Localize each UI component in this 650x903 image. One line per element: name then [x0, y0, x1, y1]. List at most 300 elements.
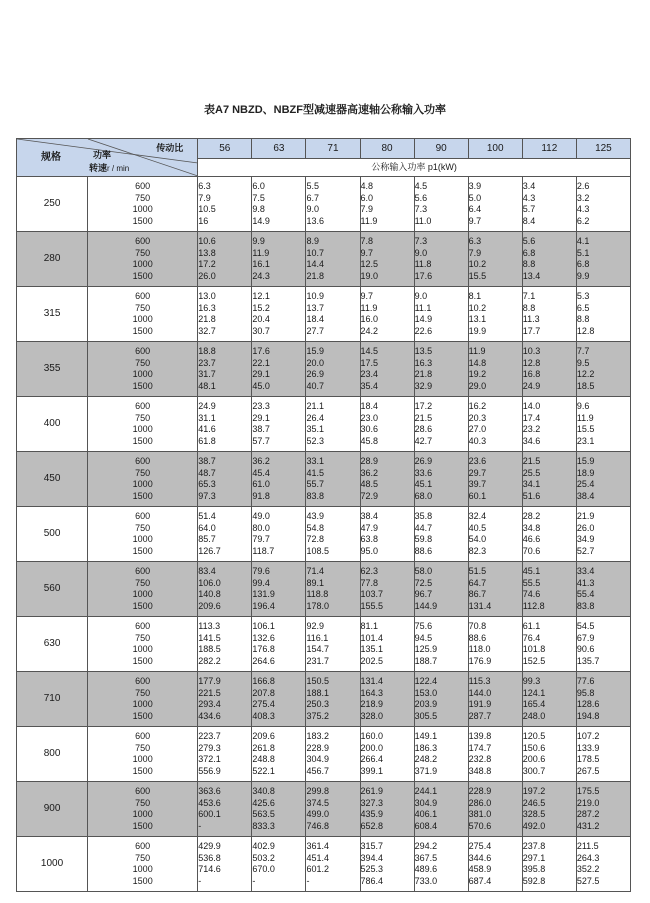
power-value: 160.0 — [360, 731, 384, 741]
power-value: 97.3 — [198, 490, 216, 501]
power-value: 600.1 — [198, 809, 221, 819]
power-value: 23.6 — [468, 456, 487, 466]
power-values-cell — [360, 397, 414, 452]
power-values-cell — [306, 452, 360, 507]
power-values-cell — [468, 452, 522, 507]
speed-header-label: 转速r / min — [89, 163, 130, 173]
power-value: 23.0 — [360, 412, 379, 423]
speed-value: 1500 — [132, 325, 153, 336]
power-value: 12.8 — [522, 357, 541, 368]
power-value: 140.8 — [198, 589, 221, 599]
power-values-cell — [576, 397, 630, 452]
power-values-cell — [360, 837, 414, 892]
power-values-cell — [252, 452, 306, 507]
power-value: 101.8 — [522, 644, 546, 654]
power-value: 39.7 — [468, 479, 487, 489]
power-values-cell — [576, 727, 630, 782]
power-values-cell — [360, 342, 414, 397]
speed-value: 600 — [135, 401, 151, 411]
power-value: 287.7 — [468, 710, 492, 721]
power-value: 96.7 — [414, 589, 433, 599]
power-values-cell — [252, 177, 306, 232]
speed-value: 1000 — [132, 204, 153, 214]
spec-cell: 1000 — [17, 837, 88, 892]
power-value: 51.5 — [468, 566, 487, 576]
power-value: 30.6 — [360, 424, 379, 434]
power-value: 60.1 — [468, 490, 487, 501]
speed-value: 1000 — [132, 479, 153, 489]
power-value: 16.3 — [414, 357, 433, 368]
power-value: 29.1 — [252, 369, 270, 379]
power-value: 89.1 — [306, 577, 324, 588]
power-value: 131.9 — [252, 589, 275, 599]
power-value: 4.8 — [360, 181, 374, 191]
power-value: 21.8 — [198, 314, 216, 324]
power-value: 165.4 — [522, 699, 546, 709]
speed-value: 600 — [135, 676, 151, 686]
spec-group-row — [17, 837, 631, 892]
ratio-header: 125 — [576, 139, 630, 159]
power-value: 99.4 — [252, 577, 270, 588]
power-value: 395.8 — [522, 864, 546, 874]
table-title: 表A7 NBZD、NBZF型减速器高速轴公称输入功率 — [204, 104, 446, 116]
power-value: 155.5 — [360, 600, 384, 611]
power-value: 352.2 — [576, 864, 600, 874]
speed-value: 600 — [135, 621, 151, 631]
power-value: 51.6 — [522, 490, 541, 501]
power-values-cell — [306, 562, 360, 617]
power-value: 9.6 — [576, 401, 590, 411]
power-value: 381.0 — [468, 809, 492, 819]
power-value: 16.3 — [198, 302, 216, 313]
power-value: 248.2 — [414, 754, 438, 764]
power-values-cell — [468, 782, 522, 837]
speed-value: 600 — [135, 731, 151, 741]
power-value: 327.3 — [360, 797, 384, 808]
power-value: 115.3 — [468, 676, 491, 686]
power-value: 71.4 — [306, 566, 324, 576]
power-value: 21.9 — [576, 511, 595, 521]
spec-cell: 250 — [17, 177, 88, 232]
power-value: 35.8 — [414, 511, 433, 521]
power-table — [16, 138, 631, 892]
power-values-cell — [468, 232, 522, 287]
power-value: 13.6 — [306, 215, 324, 226]
speed-value: 750 — [135, 577, 151, 588]
speeds-cell — [88, 727, 198, 782]
power-values-cell — [414, 727, 468, 782]
power-value: 372.1 — [198, 754, 221, 764]
power-value: 297.1 — [522, 852, 546, 863]
power-value: 499.0 — [306, 809, 329, 819]
power-value: 250.3 — [306, 699, 329, 709]
power-value: 125.9 — [414, 644, 438, 654]
power-values-cell — [360, 177, 414, 232]
power-value: 57.7 — [252, 435, 270, 446]
power-value: 27.7 — [306, 325, 324, 336]
power-values-cell — [468, 672, 522, 727]
power-value: 429.9 — [198, 841, 221, 851]
power-values-cell — [522, 672, 576, 727]
power-value: 6.5 — [576, 302, 590, 313]
power-values-cell — [360, 287, 414, 342]
power-value: 9.0 — [414, 291, 428, 301]
power-values-cell — [522, 177, 576, 232]
power-values-cell — [468, 287, 522, 342]
power-values-cell — [576, 507, 630, 562]
power-value: 20.0 — [306, 357, 324, 368]
power-values-cell — [252, 507, 306, 562]
power-value: 54.0 — [468, 534, 487, 544]
spec-group-row — [17, 287, 631, 342]
power-value: 35.1 — [306, 424, 324, 434]
speed-value: 750 — [135, 852, 151, 863]
power-value: 188.5 — [198, 644, 221, 654]
power-value: 12.8 — [576, 325, 595, 336]
power-value: 4.1 — [576, 236, 590, 246]
power-values-cell — [306, 342, 360, 397]
power-value: 17.2 — [198, 259, 216, 269]
power-value: 48.1 — [198, 380, 216, 391]
power-value: 21.5 — [522, 456, 541, 466]
speed-value: 1500 — [132, 600, 153, 611]
power-value: 10.3 — [522, 346, 541, 356]
power-value: 164.3 — [360, 687, 384, 698]
power-values-cell — [252, 727, 306, 782]
speed-value: 1000 — [132, 644, 153, 654]
power-value: 79.7 — [252, 534, 270, 544]
power-value: 287.2 — [576, 809, 600, 819]
power-value: 183.2 — [306, 731, 329, 741]
speeds-cell — [88, 177, 198, 232]
power-values-cell — [522, 782, 576, 837]
power-value: 13.7 — [306, 302, 324, 313]
power-value: 26.0 — [198, 270, 216, 281]
power-value: 132.6 — [252, 632, 275, 643]
power-values-cell — [576, 177, 630, 232]
power-value: 9.5 — [576, 357, 590, 368]
power-value: 29.7 — [468, 467, 487, 478]
power-values-cell — [252, 617, 306, 672]
power-value: 94.5 — [414, 632, 433, 643]
spec-cell: 400 — [17, 397, 88, 452]
power-value: 13.5 — [414, 346, 433, 356]
power-value: 570.6 — [468, 820, 492, 831]
power-value: 10.2 — [468, 259, 487, 269]
speed-value: 750 — [135, 742, 151, 753]
speed-value: 1000 — [132, 534, 153, 544]
power-value: 48.5 — [360, 479, 379, 489]
power-values-cell — [522, 232, 576, 287]
speed-value: 1000 — [132, 864, 153, 874]
power-value: - — [306, 875, 310, 886]
power-value: 38.4 — [576, 490, 595, 501]
power-value: 6.3 — [198, 181, 211, 191]
power-values-cell — [198, 232, 252, 287]
power-value: 9.8 — [252, 204, 265, 214]
power-value: 99.3 — [522, 676, 541, 686]
power-value: 34.1 — [522, 479, 541, 489]
power-value: 228.9 — [306, 742, 329, 753]
speeds-cell — [88, 782, 198, 837]
power-value: 12.2 — [576, 369, 595, 379]
spec-cell: 710 — [17, 672, 88, 727]
power-value: 16.2 — [468, 401, 487, 411]
power-value: 6.3 — [468, 236, 482, 246]
power-value: 150.5 — [306, 676, 329, 686]
power-value: 232.8 — [468, 754, 492, 764]
power-values-cell — [306, 507, 360, 562]
power-value: 41.3 — [576, 577, 595, 588]
power-value: 219.0 — [576, 797, 600, 808]
speed-value: 1000 — [132, 369, 153, 379]
power-value: 23.3 — [252, 401, 270, 411]
ratio-header: 80 — [360, 139, 414, 159]
spec-group-row — [17, 177, 631, 232]
power-values-cell — [252, 837, 306, 892]
power-value: 63.8 — [360, 534, 379, 544]
spec-group-row — [17, 782, 631, 837]
speed-value: 1500 — [132, 820, 153, 831]
speed-value: 1500 — [132, 710, 153, 721]
power-value: 178.0 — [306, 600, 329, 611]
power-value: 8.8 — [522, 302, 536, 313]
power-values-cell — [414, 397, 468, 452]
power-value: 40.7 — [306, 380, 324, 391]
power-value: 11.9 — [252, 247, 270, 258]
power-value: 120.5 — [522, 731, 546, 741]
power-value: 3.9 — [468, 181, 482, 191]
power-value: 72.5 — [414, 577, 433, 588]
power-value: 237.8 — [522, 841, 546, 851]
power-value: 363.6 — [198, 786, 221, 796]
power-value: - — [252, 875, 256, 886]
power-value: 113.3 — [198, 621, 221, 631]
power-value: 14.9 — [414, 314, 433, 324]
power-value: 67.9 — [576, 632, 595, 643]
speed-value: 1000 — [132, 259, 153, 269]
power-value: 194.8 — [576, 710, 600, 721]
speed-value: 1500 — [132, 545, 153, 556]
power-value: 833.3 — [252, 820, 275, 831]
power-value: 200.6 — [522, 754, 546, 764]
power-values-cell — [360, 232, 414, 287]
power-value: 55.7 — [306, 479, 324, 489]
power-value: 42.7 — [414, 435, 433, 446]
power-value: 304.9 — [306, 754, 329, 764]
power-header-label: 功率 — [93, 150, 112, 160]
power-value: 33.1 — [306, 456, 324, 466]
power-value: 24.9 — [198, 401, 216, 411]
power-value: - — [198, 875, 202, 886]
power-value: 29.1 — [252, 412, 270, 423]
speed-value: 1500 — [132, 875, 153, 886]
ratio-header: 71 — [306, 139, 360, 159]
power-value: 264.3 — [576, 852, 600, 863]
power-value: 45.1 — [522, 566, 541, 576]
power-value: 22.6 — [414, 325, 433, 336]
power-values-cell — [252, 782, 306, 837]
power-values-cell — [576, 562, 630, 617]
power-value: 315.7 — [360, 841, 384, 851]
speed-value: 600 — [135, 566, 151, 576]
power-value: 5.5 — [306, 181, 319, 191]
power-value: 425.6 — [252, 797, 275, 808]
power-value: 10.9 — [306, 291, 324, 301]
power-value: 408.3 — [252, 710, 275, 721]
power-value: 46.6 — [522, 534, 541, 544]
power-value: 118.7 — [252, 545, 275, 556]
power-value: 24.3 — [252, 270, 270, 281]
power-value: 453.6 — [198, 797, 221, 808]
power-value: 375.2 — [306, 710, 329, 721]
power-value: 196.4 — [252, 600, 275, 611]
power-value: 3.2 — [576, 192, 590, 203]
power-value: 15.9 — [576, 456, 595, 466]
power-value: 55.5 — [522, 577, 541, 588]
power-value: 19.9 — [468, 325, 487, 336]
power-value: 6.0 — [252, 181, 265, 191]
power-value: 28.9 — [360, 456, 379, 466]
power-values-cell — [198, 672, 252, 727]
power-values-cell — [414, 782, 468, 837]
power-values-cell — [198, 452, 252, 507]
power-value: 14.8 — [468, 357, 487, 368]
power-value: 124.1 — [522, 687, 546, 698]
power-value: 344.6 — [468, 852, 492, 863]
power-value: 687.4 — [468, 875, 492, 886]
spec-group-row — [17, 342, 631, 397]
power-values-cell — [252, 232, 306, 287]
power-value: 228.9 — [468, 786, 492, 796]
power-value: 21.8 — [306, 270, 324, 281]
power-value: 144.0 — [468, 687, 492, 698]
power-values-cell — [306, 617, 360, 672]
power-value: 286.0 — [468, 797, 492, 808]
power-values-cell — [576, 232, 630, 287]
power-value: 27.0 — [468, 424, 487, 434]
power-value: 244.1 — [414, 786, 438, 796]
power-value: 434.6 — [198, 710, 221, 721]
power-values-cell — [522, 397, 576, 452]
power-value: 7.3 — [414, 204, 428, 214]
power-value: 45.0 — [252, 380, 270, 391]
power-value: 108.5 — [306, 545, 329, 556]
speed-value: 600 — [135, 291, 151, 301]
power-value: 17.6 — [414, 270, 433, 281]
power-value: 601.2 — [306, 864, 329, 874]
power-value: 128.6 — [576, 699, 600, 709]
power-value: 135.1 — [360, 644, 384, 654]
power-value: 70.6 — [522, 545, 541, 556]
power-values-cell — [522, 287, 576, 342]
power-value: 522.1 — [252, 765, 275, 776]
speed-value: 750 — [135, 687, 151, 698]
power-value: 458.9 — [468, 864, 492, 874]
power-value: 17.7 — [522, 325, 541, 336]
power-value: 11.9 — [576, 412, 594, 423]
speed-value: 750 — [135, 797, 151, 808]
spec-cell: 800 — [17, 727, 88, 782]
power-values-cell — [576, 617, 630, 672]
power-value: 340.8 — [252, 786, 275, 796]
power-value: 29.0 — [468, 380, 487, 391]
power-values-cell — [576, 672, 630, 727]
power-value: 536.8 — [198, 852, 221, 863]
power-values-cell — [360, 782, 414, 837]
speed-value: 1000 — [132, 424, 153, 434]
power-value: 54.5 — [576, 621, 595, 631]
power-value: 48.7 — [198, 467, 216, 478]
power-value: 77.6 — [576, 676, 595, 686]
power-value: 80.0 — [252, 522, 270, 533]
power-value: 41.5 — [306, 467, 324, 478]
power-value: 11.0 — [414, 215, 432, 226]
power-value: 38.4 — [360, 511, 379, 521]
power-value: 221.5 — [198, 687, 221, 698]
speed-value: 600 — [135, 456, 151, 466]
power-values-cell — [576, 342, 630, 397]
spec-cell: 560 — [17, 562, 88, 617]
power-values-cell — [576, 837, 630, 892]
power-values-cell — [468, 837, 522, 892]
spec-cell: 280 — [17, 232, 88, 287]
power-value: 14.9 — [252, 215, 270, 226]
power-value: 116.1 — [306, 632, 329, 643]
spec-group-row — [17, 727, 631, 782]
power-value: 41.6 — [198, 424, 216, 434]
power-value: 103.7 — [360, 589, 384, 599]
speed-value: 1000 — [132, 809, 153, 819]
power-value: 261.9 — [360, 786, 384, 796]
speeds-cell — [88, 837, 198, 892]
spec-cell: 315 — [17, 287, 88, 342]
speed-value: 600 — [135, 236, 151, 246]
power-value: 150.6 — [522, 742, 546, 753]
power-value: 12.5 — [360, 259, 379, 269]
power-value: 34.8 — [522, 522, 541, 533]
power-value: 652.8 — [360, 820, 384, 831]
power-value: 10.5 — [198, 204, 216, 214]
spec-group-row — [17, 617, 631, 672]
power-value: 7.5 — [252, 192, 265, 203]
power-value: 135.7 — [576, 655, 600, 666]
power-value: 45.1 — [414, 479, 433, 489]
speed-value: 600 — [135, 181, 151, 191]
power-value: 153.0 — [414, 687, 438, 698]
speed-value: 750 — [135, 412, 151, 423]
power-value: 175.5 — [576, 786, 600, 796]
power-value: 556.9 — [198, 765, 221, 776]
power-value: - — [198, 820, 202, 831]
power-values-cell — [522, 837, 576, 892]
power-value: 248.8 — [252, 754, 275, 764]
power-value: 34.9 — [576, 534, 595, 544]
power-value: 374.5 — [306, 797, 329, 808]
power-value: 394.4 — [360, 852, 384, 863]
speeds-cell — [88, 397, 198, 452]
spec-group-row — [17, 452, 631, 507]
power-value: 52.7 — [576, 545, 595, 556]
power-value: 2.6 — [576, 181, 590, 191]
power-value: 177.9 — [198, 676, 221, 686]
power-values-cell — [468, 562, 522, 617]
power-values-cell — [252, 672, 306, 727]
speed-unit: r / min — [107, 164, 130, 173]
power-value: 13.8 — [198, 247, 216, 258]
power-values-cell — [306, 232, 360, 287]
power-value: 88.6 — [468, 632, 487, 643]
